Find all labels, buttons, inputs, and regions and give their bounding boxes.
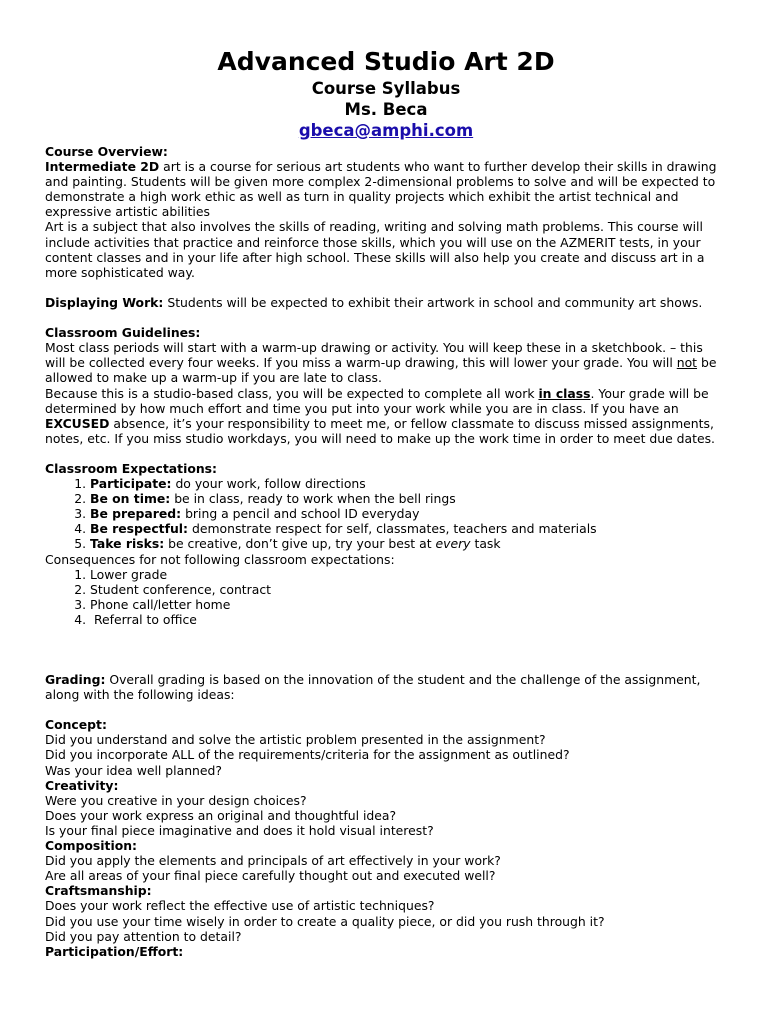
expectations-heading: Classroom Expectations: [45,460,218,476]
concept-line: Did you understand and solve the artistic problem presented in the assignment? [45,732,546,748]
grading-section [45,672,727,959]
syllabus-page [45,46,727,959]
expectation-term: Participate: [90,476,172,492]
list-item: 4. Referral to office [90,612,727,627]
list-item [90,521,727,536]
displaying-section [45,295,727,310]
grading-heading: Grading: [45,672,106,687]
grading-intro [45,672,727,702]
list-item: 3. Phone call/letter home [90,597,727,612]
guidelines-text-2b: . Your grade will be determined by how much effort and time you put into your work while you are in class. If you have an [45,385,709,416]
list-item [90,491,727,506]
grading-text: Overall grading is based on the innovation of the student and the challenge of the assignment, along with the following ideas: [45,672,701,703]
expectation-text: bring a pencil and school ID everyday [181,506,420,522]
email-line [45,120,727,141]
emphasis-every: every [435,536,471,552]
list-item [90,506,727,521]
composition-heading: Composition: [45,838,137,854]
guidelines-text-1b: be allowed to make up a warm-up if you are late to class. [45,355,717,386]
displaying-heading: Displaying Work: [45,294,164,310]
expectation-text: demonstrate respect for self, classmates, teachers and materials [188,521,597,537]
overview-text-1: art is a course for serious art students who want to further develop their skills in drawing and painting. Students will be given more complex 2-dimensional problems to solve and will be expected to demonstrate a high work ethic as well as turn in quality projects which exhibit the artist technical and expressive artistic abilities [45,159,717,220]
expectations-list [45,476,727,551]
guidelines-section [45,325,727,446]
emphasis-in-class: in class [538,385,591,401]
displaying-text: Students will be expected to exhibit their artwork in school and community art shows. [163,294,703,310]
list-item: 2. Student conference, contract [90,582,727,597]
overview-section [45,144,727,280]
craftsmanship-line: Does your work reflect the effective use of artistic techniques? [45,898,435,914]
composition-line: Did you apply the elements and principals of art effectively in your work? [45,853,501,869]
expectation-text-tail: task [470,536,501,552]
creativity-line: Were you creative in your design choices? [45,792,307,808]
document-title: Advanced Studio Art 2D [217,47,555,76]
expectation-term: Take risks: [90,536,165,552]
teacher-name: Ms. Beca [344,100,428,119]
creativity-line: Is your final piece imaginative and does it hold visual interest? [45,822,434,838]
concept-heading: Concept: [45,717,107,733]
list-item: 1. Lower grade [90,567,727,582]
guidelines-text-1a: Most class periods will start with a warm-up drawing or activity. You will keep these in a sketchbook. – this will be collected every four weeks. If you miss a warm-up drawing, this will lower your grade. You will [45,340,703,371]
expectation-term: Be on time: [90,491,171,507]
document-subtitle: Course Syllabus [311,79,461,98]
expectation-text: be creative, don’t give up, try your best at [164,536,436,552]
creativity-line: Does your work express an original and thoughtful idea? [45,807,397,823]
craftsmanship-heading: Craftsmanship: [45,883,152,899]
guidelines-text-2c: absence, it’s your responsibility to meet me, or fellow classmate to discuss missed assignments, notes, etc. If you miss studio workdays, you will need to make up the work time in order to meet due dates. [45,415,715,446]
teacher-email-link[interactable]: gbeca@amphi.com [298,121,474,140]
expectation-text: be in class, ready to work when the bell rings [170,491,456,507]
guidelines-heading: Classroom Guidelines: [45,325,201,341]
list-item [90,476,727,491]
concept-line: Was your idea well planned? [45,762,222,778]
creativity-heading: Creativity: [45,777,119,793]
overview-heading: Course Overview: [45,144,168,159]
overview-paragraph-2: Art is a subject that also involves the skills of reading, writing and solving math problems. This course will include activities that practice and reinforce those skills, which you will use on the AZMERIT tests, in your content classes and in your life after high school. These skills will also help you create and discuss art in a more sophisticated way. [45,219,705,280]
concept-line: Did you incorporate ALL of the requirements/criteria for the assignment as outlined? [45,747,570,763]
consequences-heading: Consequences for not following classroom expectations: [45,551,395,567]
expectation-term: Be prepared: [90,506,182,522]
list-item [90,536,727,551]
guidelines-text-2a: Because this is a studio-based class, you will be expected to complete all work [45,385,539,401]
expectation-term: Be respectful: [90,521,189,537]
guidelines-paragraph-2 [45,386,727,446]
participation-heading: Participation/Effort: [45,943,184,959]
emphasis-not: not [676,355,698,371]
syllabus-body [45,144,727,959]
overview-paragraph-1 [45,159,727,219]
composition-line: Are all areas of your final piece carefully thought out and executed well? [45,868,496,884]
guidelines-paragraph-1 [45,340,727,385]
consequences-list [45,567,727,627]
emphasis-excused: EXCUSED [45,415,110,431]
course-name: Intermediate 2D [45,159,160,175]
craftsmanship-line: Did you use your time wisely in order to create a quality piece, or did you rush through it? [45,913,605,929]
expectations-section [45,461,727,627]
expectation-text: do your work, follow directions [171,476,366,492]
craftsmanship-line: Did you pay attention to detail? [45,928,242,944]
